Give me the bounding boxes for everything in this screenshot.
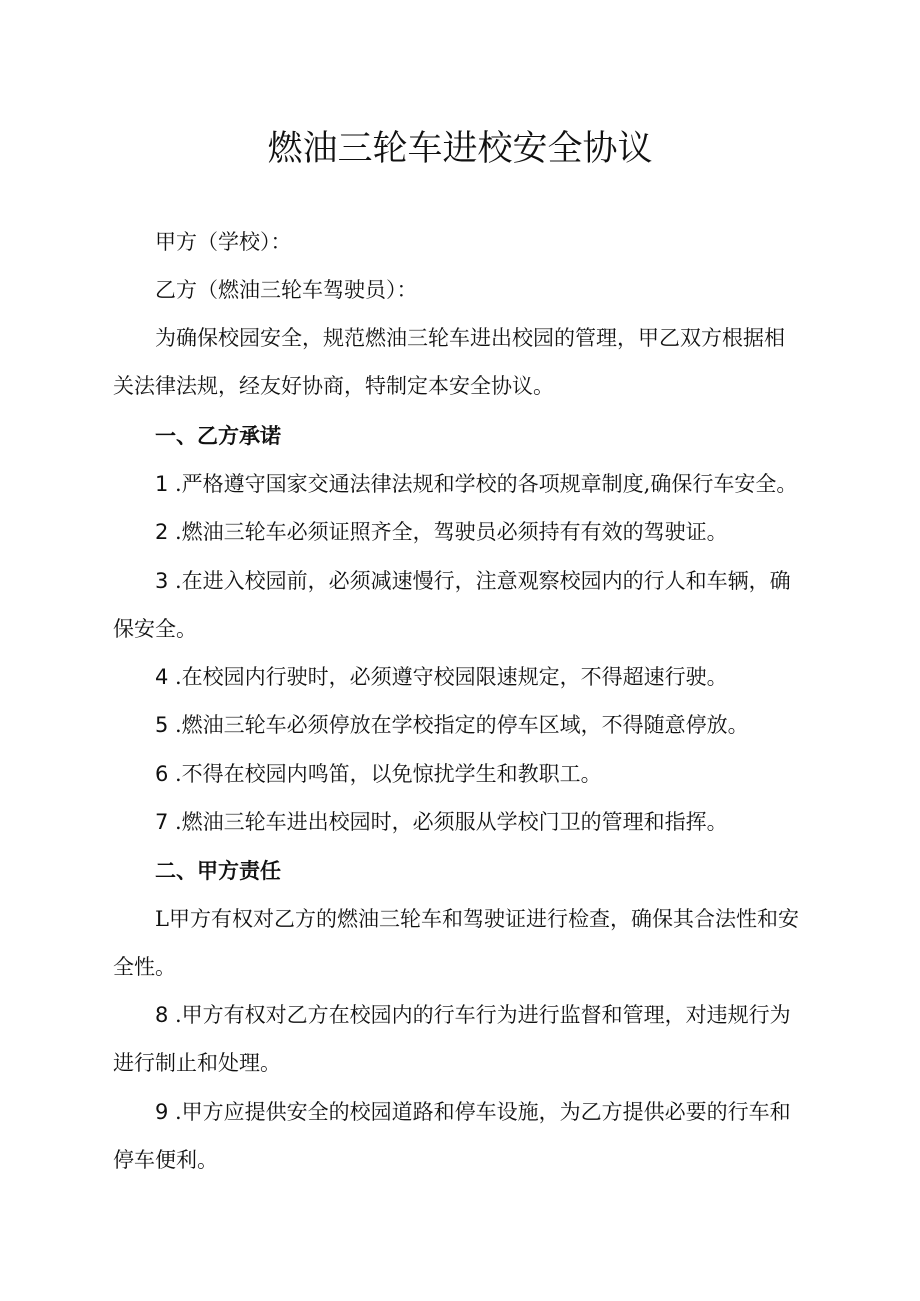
list-item-text: .在进入校园前，必须减速慢行，注意观察校园内的行人和车辆，确 (175, 569, 791, 593)
intro-paragraph-line-1: 为确保校园安全，规范燃油三轮车进出校园的管理，甲乙双方根据相 (155, 326, 785, 350)
list-item-number: 9 (155, 1100, 169, 1124)
document-title: 燃油三轮车进校安全协议 (267, 129, 653, 169)
list-item-text: .不得在校园内鸣笛，以免惊扰学生和教职工。 (175, 762, 602, 786)
list-item-number: 2 (155, 520, 169, 544)
list-item-number: 3 (155, 569, 169, 593)
list-item-number: 8 (155, 1003, 169, 1027)
list-item-text: .甲方有权对乙方在校园内的行车行为进行监督和管理，对违规行为 (175, 1003, 791, 1027)
intro-paragraph-line-2: 关法律法规，经友好协商，特制定本安全协议。 (113, 374, 554, 398)
list-item (155, 999, 825, 1031)
list-item-text: .甲方应提供安全的校园道路和停车设施，为乙方提供必要的行车和 (175, 1100, 791, 1124)
list-item (155, 903, 825, 935)
list-item-text: .在校园内行驶时，必须遵守校园限速规定，不得超速行驶。 (175, 665, 728, 689)
section-1-heading: 一、乙方承诺 (155, 424, 281, 448)
list-item-text: .严格遵守国家交通法律法规和学校的各项规章制度,确保行车安全。 (175, 472, 798, 496)
list-item (155, 758, 825, 790)
list-item-continuation: 保安全。 (113, 617, 197, 641)
list-item (155, 516, 825, 548)
list-item (155, 1096, 825, 1128)
list-item-text: .燃油三轮车必须停放在学校指定的停车区域，不得随意停放。 (175, 713, 749, 737)
list-item-continuation: 停车便利。 (113, 1148, 218, 1172)
list-item (155, 806, 825, 838)
list-item-number: 5 (155, 713, 169, 737)
list-item-continuation: 全性。 (113, 955, 176, 979)
list-item-number: 7 (155, 810, 169, 834)
party-a-line: 甲方（学校）： (155, 230, 292, 254)
list-item (155, 565, 825, 597)
list-item-text: .燃油三轮车必须证照齐全，驾驶员必须持有有效的驾驶证。 (175, 520, 728, 544)
list-item-text: L甲方有权对乙方的燃油三轮车和驾驶证进行检查，确保其合法性和安 (155, 907, 799, 931)
party-b-line: 乙方（燃油三轮车驾驶员）： (155, 278, 418, 302)
list-item (155, 468, 825, 500)
list-item-number: 4 (155, 665, 169, 689)
list-item (155, 661, 825, 693)
list-item-number: 1 (155, 472, 169, 496)
list-item-text: .燃油三轮车进出校园时，必须服从学校门卫的管理和指挥。 (175, 810, 728, 834)
list-item (155, 709, 825, 741)
list-item-number: 6 (155, 762, 169, 786)
section-2-heading: 二、甲方责任 (155, 859, 281, 883)
list-item-continuation: 进行制止和处理。 (113, 1051, 281, 1075)
